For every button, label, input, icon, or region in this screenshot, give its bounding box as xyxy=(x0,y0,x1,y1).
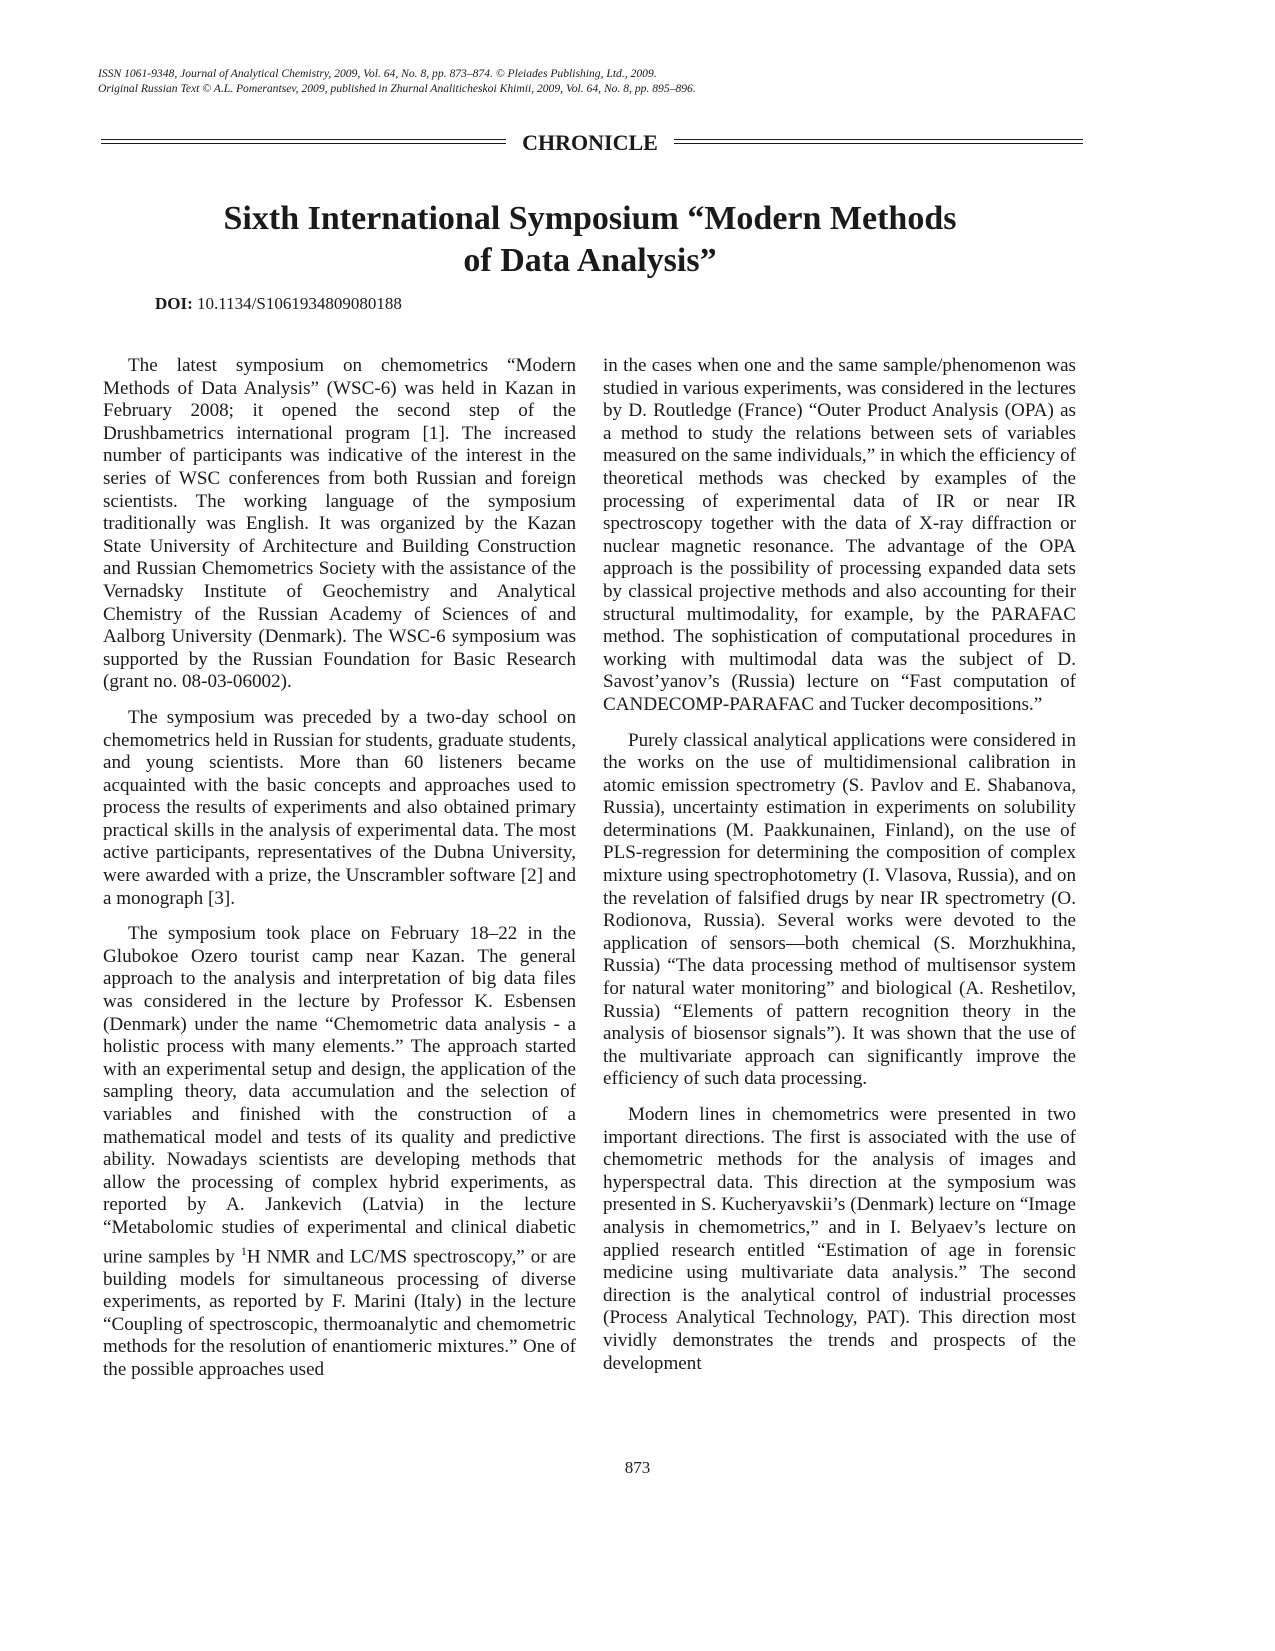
paragraph-text: H NMR and LC/MS spectroscopy,” or are building models for simultaneous processing of diverse experiments, as reported by F. Marini (Italy) in the lecture “Coupling of spectroscopic, thermoanalytic and chemometric methods for the resolution of enantiomeric mixtures.” One of the possible approaches used xyxy=(103,1245,576,1380)
page-number: 873 xyxy=(624,1458,651,1477)
journal-header xyxy=(98,66,1098,96)
paragraph: in the cases when one and the same sample/phenomenon was studied in various experiments, was considered in the lectures by D. Routledge (France) “Outer Product Analysis (OPA) as a method to study the relations between sets of variables measured on the same individuals,” in which the efficiency of theoretical methods was checked by examples of the processing of experimental data of IR or near IR spectroscopy together with the data of X-ray diffraction or nuclear magnetic resonance. The advantage of the OPA approach is the possibility of processing expanded data sets by classical projective methods and also accounting for their structural multimodality, for example, by the PARAFAC method. The sophistication of computational procedures in working with multimodal data was the subject of D. Savost’yanov’s (Russia) lecture on “Fast computation of CANDECOMP-PARAFAC and Tucker decompositions.” xyxy=(603,355,1076,715)
doi xyxy=(155,294,402,314)
section-heading-bar xyxy=(101,131,1083,155)
paragraph: The symposium was preceded by a two-day school on chemometrics held in Russian for students, graduate students, and young scientists. More than 60 listeners became acquainted with the basic concepts and approaches used to process the results of experiments and also obtained primary practical skills in the analysis of experimental data. The most active participants, representatives of the Dubna University, were awarded with a prize, the Unscrambler software [2] and a monograph [3]. xyxy=(103,706,576,909)
article-title xyxy=(140,198,1040,282)
section-label: CHRONICLE xyxy=(522,130,658,155)
original-text-line: Original Russian Text © A.L. Pomerantsev, 2009, published in Zhurnal Analiticheskoi Khimii, 2009, Vol. 64, No. 8, pp. 895–896. xyxy=(98,82,696,95)
right-column xyxy=(603,355,1076,1388)
section-rule-left xyxy=(101,139,506,144)
doi-value: 10.1134/S1061934809080188 xyxy=(197,294,402,313)
paragraph xyxy=(103,923,576,1381)
doi-label: DOI: xyxy=(155,294,193,313)
article-title-line-2: of Data Analysis” xyxy=(463,242,717,279)
paragraph: The latest symposium on chemometrics “Modern Methods of Data Analysis” (WSC-6) was held in Kazan in February 2008; it opened the second step of the Drushbametrics international program [1]. The increased number of participants was indicative of the interest in the series of WSC conferences from both Russian and foreign scientists. The working language of the symposium traditionally was English. It was organized by the Kazan State University of Architecture and Building Construction and Russian Chemometrics Society with the assistance of the Vernadsky Institute of Geochemistry and Analytical Chemistry of the Russian Academy of Sciences of and Aalborg University (Denmark). The WSC-6 symposium was supported by the Russian Foundation for Basic Research (grant no. 08-03-06002). xyxy=(103,355,576,693)
superscript: 1 xyxy=(240,1243,247,1258)
section-rule-right xyxy=(674,139,1083,144)
paragraph: Modern lines in chemometrics were presented in two important directions. The first is associated with the use of chemometric methods for the analysis of images and hyperspectral data. This direction at the symposium was presented in S. Kucheryavskii’s (Denmark) lecture on “Image analysis in chemometrics,” and in I. Belyaev’s lecture on applied research entitled “Estimation of age in forensic medicine using multivariate data analysis.” The second direction is the analytical control of industrial processes (Process Analytical Technology, PAT). This direction most vividly demonstrates the trends and prospects of the development xyxy=(603,1104,1076,1374)
paragraph: Purely classical analytical applications were considered in the works on the use of multidimensional calibration in atomic emission spectrometry (S. Pavlov and E. Shabanova, Russia), uncertainty estimation in experiments on solubility determinations (M. Paakkunainen, Finland), on the use of PLS-regression for determining the composition of complex mixture using spectrophotometry (I. Vlasova, Russia), and on the revelation of falsified drugs by near IR spectrometry (O. Rodionova, Russia). Several works were devoted to the application of sensors—both chemical (S. Morzhukhina, Russia) “The data processing method of multisensor system for natural water monitoring” and biological (A. Reshetilov, Russia) “Elements of pattern recognition theory in the analysis of biosensor signals”). It was shown that the use of the multivariate approach can significantly improve the efficiency of such data processing. xyxy=(603,729,1076,1090)
paragraph-text: The symposium took place on February 18–22 in the Glubokoe Ozero tourist camp near Kazan. The general approach to the analysis and interpretation of big data files was considered in the lecture by Professor K. Esbensen (Denmark) under the name “Chemometric data analysis - a holistic process with many elements.” The approach started with an experimental setup and design, the application of the sampling theory, data accumulation and the selection of variables and finished with the construction of a mathematical model and tests of its quality and predictive ability. Nowadays scientists are developing methods that allow the processing of complex hybrid experiments, as reported by A. Jankevich (Latvia) in the lecture “Metabolomic studies of experimental and clinical diabetic urine samples by xyxy=(103,923,576,1267)
left-column xyxy=(103,355,576,1394)
journal-citation-line: ISSN 1061-9348, Journal of Analytical Chemistry, 2009, Vol. 64, No. 8, pp. 873–874. © Pleiades Publishing, Ltd., 2009. xyxy=(98,67,657,80)
article-title-line-1: Sixth International Symposium “Modern Methods xyxy=(223,200,957,237)
